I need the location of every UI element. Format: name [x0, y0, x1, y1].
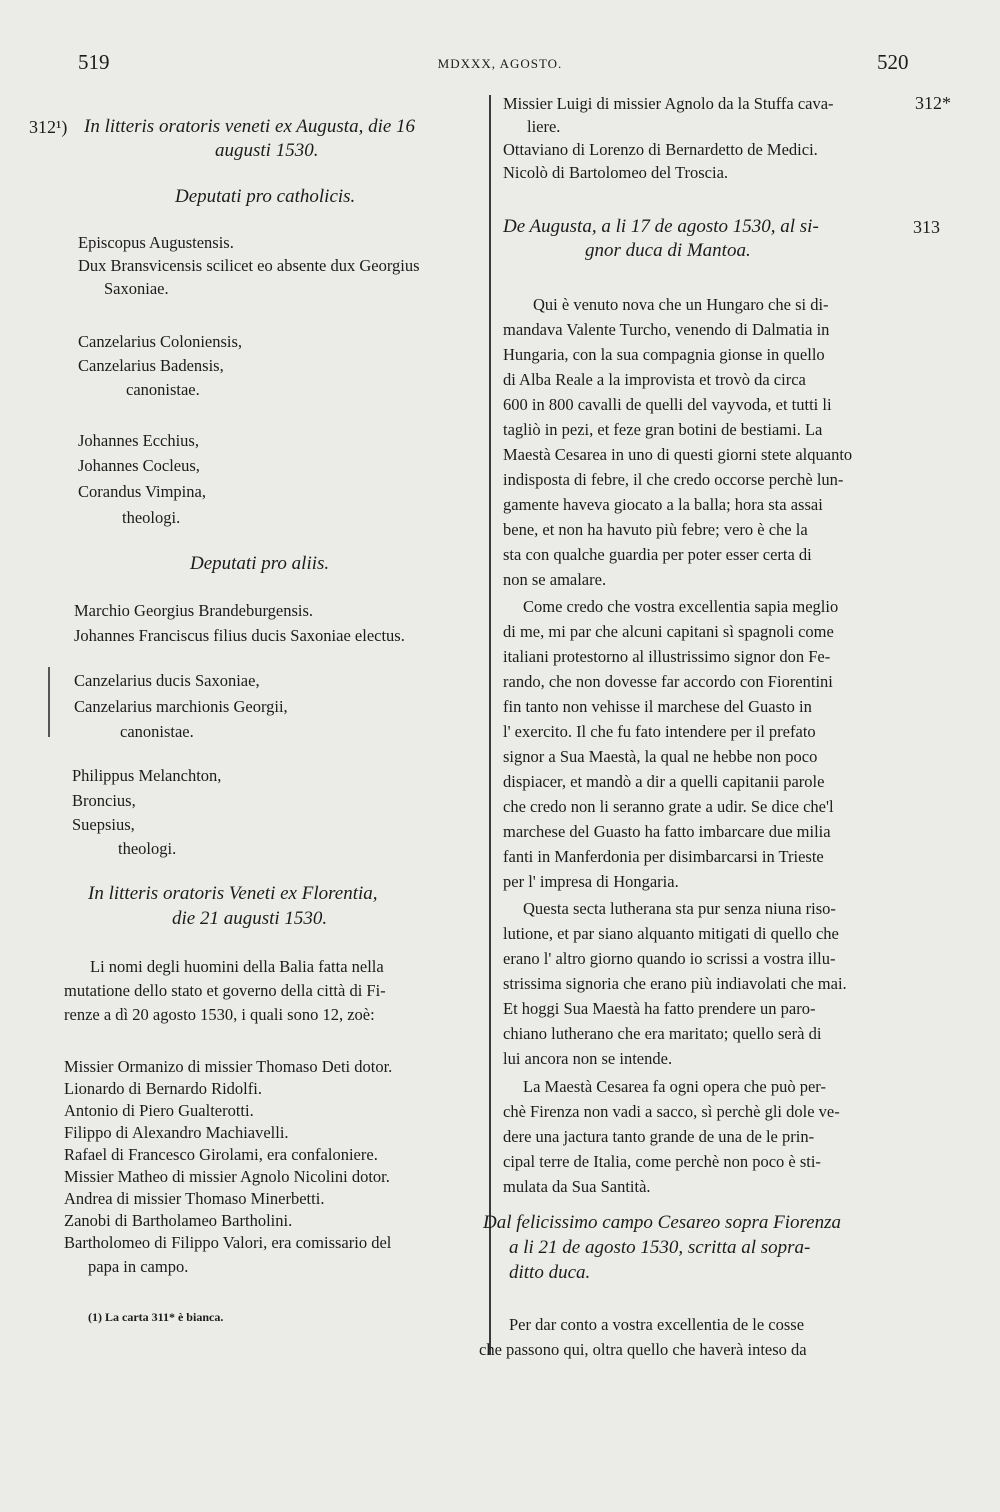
paragraph-line: Li nomi degli huomini della Balia fatta nella: [90, 957, 384, 976]
letter-heading: In litteris oratoris Veneti ex Florentia,: [88, 883, 378, 904]
paragraph-line: Per dar conto a vostra excellentia de le cosse: [509, 1315, 805, 1334]
letter-heading: De Augusta, a li 17 de agosto 1530, al si-: [503, 216, 819, 237]
paragraph-line: mutatione dello stato et governo della città di Fi-: [64, 981, 386, 1000]
margin-ref-right-2: 313: [913, 217, 940, 237]
paragraph-line: di me, mi par che alcuni capitani sì spagnoli come: [503, 622, 834, 641]
list-item: Dux Bransvicensis scilicet eo absente dux Georgius: [78, 256, 420, 275]
paragraph-line: Et hoggi Sua Maestà ha fatto prendere un paro-: [503, 999, 816, 1018]
list-item: Saxoniae.: [104, 279, 169, 298]
list-item: Johannes Franciscus filius ducis Saxoniae electus.: [74, 626, 405, 645]
list-item: Ottaviano di Lorenzo di Bernardetto de Medici.: [503, 140, 818, 159]
paragraph-line: non se amalare.: [503, 570, 607, 589]
letter-heading-date: die 21 augusti 1530.: [172, 908, 328, 929]
paragraph-line: Hungaria, con la sua compagnia gionse in quello: [503, 345, 825, 364]
list-item: Bartholomeo di Filippo Valori, era comissario del: [64, 1233, 392, 1252]
list-item: theologi.: [118, 839, 177, 858]
margin-ref-left: 312¹): [29, 117, 68, 137]
list-item: Suepsius,: [72, 815, 135, 834]
paragraph-line: dispiacer, et mandò a dir a quelli capitanii parole: [503, 772, 825, 791]
letter-heading: In litteris oratoris veneti ex Augusta, die 16: [84, 116, 416, 137]
paragraph-line: signor a Sua Maestà, la qual ne hebbe non poco: [503, 747, 818, 766]
list-item: Canzelarius Coloniensis,: [78, 332, 243, 351]
paragraph-line: Questa secta lutherana sta pur senza niuna riso-: [523, 899, 836, 918]
list-item: Philippus Melanchton,: [72, 766, 222, 785]
list-item: liere.: [527, 117, 561, 136]
paragraph-line: mandava Valente Turcho, venendo di Dalmatia in: [503, 320, 830, 339]
letter-heading-date: augusti 1530.: [215, 140, 319, 161]
page-number-right: 520: [877, 50, 909, 74]
list-item: Johannes Cocleus,: [78, 456, 200, 475]
list-item: Missier Ormanizo di missier Thomaso Deti dotor.: [64, 1057, 393, 1076]
letter-heading: a li 21 de agosto 1530, scritta al sopra-: [509, 1237, 811, 1258]
margin-bracket: [48, 667, 50, 737]
paragraph-line: l' exercito. Il che fu fato intendere per il prefato: [503, 722, 816, 741]
list-item: Marchio Georgius Brandeburgensis.: [74, 601, 314, 620]
paragraph-line: Qui è venuto nova che un Hungaro che si di-: [533, 295, 829, 314]
list-item: Nicolò di Bartolomeo del Troscia.: [503, 163, 729, 182]
paragraph-line: che passono qui, oltra quello che haverà inteso da: [479, 1340, 807, 1359]
paragraph-line: lui ancora non se intende.: [503, 1049, 673, 1068]
paragraph-line: dere una jactura tanto grande de una de le prin-: [503, 1127, 815, 1146]
list-item: Filippo di Alexandro Machiavelli.: [64, 1123, 289, 1142]
paragraph-line: bene, et non ha havuto più febre; vero è che la: [503, 520, 808, 539]
list-item: Johannes Ecchius,: [78, 431, 199, 450]
paragraph-line: erano l' altro giorno quando io scrissi a vostra illu-: [503, 949, 836, 968]
paragraph-line: cipal terre de Italia, come perchè non poco è sti-: [503, 1152, 821, 1171]
page-number-left: 519: [78, 50, 110, 74]
list-item: Canzelarius Badensis,: [78, 356, 224, 375]
list-item: Rafael di Francesco Girolami, era confaloniere.: [64, 1145, 378, 1164]
list-item: Episcopus Augustensis.: [78, 233, 234, 252]
letter-heading: ditto duca.: [509, 1262, 591, 1283]
letter-heading-date: gnor duca di Mantoa.: [585, 240, 751, 261]
paragraph-line: rando, che non dovesse far accordo con Fiorentini: [503, 672, 833, 691]
paragraph-line: sta con qualche guardia per poter esser certa di: [503, 545, 812, 564]
footnote: (1) La carta 311* è bianca.: [88, 1310, 224, 1324]
paragraph-line: italiani protestorno al illustrissimo signor don Fe-: [503, 647, 831, 666]
list-item: Broncius,: [72, 791, 136, 810]
list-item: Corandus Vimpina,: [78, 482, 206, 501]
subheading-catholici: Deputati pro catholicis.: [175, 186, 356, 207]
paragraph-line: 600 in 800 cavalli de quelli del vayvoda, et tutti li: [503, 395, 832, 414]
paragraph-line: renze a dì 20 agosto 1530, i quali sono 12, zoè:: [64, 1005, 375, 1024]
paragraph-line: lutione, et par siano alquanto mitigati di quello che: [503, 924, 839, 943]
paragraph-line: per l' impresa di Hongaria.: [503, 872, 679, 891]
paragraph-line: chè Firenza non vadi a sacco, sì perchè gli dole ve-: [503, 1102, 840, 1121]
paragraph-line: di Alba Reale a la improvista et trovò da circa: [503, 370, 806, 389]
paragraph-line: che credo non li seranno grate a udir. Se dice che'l: [503, 797, 834, 816]
paragraph-line: gamente haveva giocato a la balla; hora sta assai: [503, 495, 823, 514]
list-item: Canzelarius ducis Saxoniae,: [74, 671, 260, 690]
paragraph-line: Maestà Cesarea in uno di questi giorni stete alquanto: [503, 445, 853, 464]
list-item: Zanobi di Bartholameo Bartholini.: [64, 1211, 293, 1230]
list-item: Andrea di missier Thomaso Minerbetti.: [64, 1189, 325, 1208]
list-item: Canzelarius marchionis Georgii,: [74, 697, 288, 716]
paragraph-line: strissima signoria che erano più indiavolati che mai.: [503, 974, 847, 993]
paragraph-line: chiano lutherano che era maritato; quello serà di: [503, 1024, 822, 1043]
subheading-alii: Deputati pro aliis.: [190, 553, 330, 574]
list-item: canonistae.: [120, 722, 194, 741]
list-item: Antonio di Piero Gualterotti.: [64, 1101, 254, 1120]
paragraph-line: fin tanto non vehisse il marchese del Guasto in: [503, 697, 812, 716]
column-divider: [489, 95, 491, 1355]
paragraph-line: Come credo che vostra excellentia sapia meglio: [523, 597, 839, 616]
list-item: Missier Matheo di missier Agnolo Nicolini dotor.: [64, 1167, 390, 1186]
paragraph-line: La Maestà Cesarea fa ogni opera che può per-: [523, 1077, 826, 1096]
list-item: theologi.: [122, 508, 181, 527]
list-item: Lionardo di Bernardo Ridolfi.: [64, 1079, 262, 1098]
list-item: canonistae.: [126, 380, 200, 399]
paragraph-line: indisposta di febre, il che credo occorse perchè lun-: [503, 470, 844, 489]
list-item: papa in campo.: [88, 1257, 189, 1276]
letter-heading: Dal felicissimo campo Cesareo sopra Fiorenza: [483, 1212, 841, 1233]
running-head: MDXXX, AGOSTO.: [437, 56, 563, 71]
page-header: [0, 50, 1000, 80]
paragraph-line: tagliò in pezi, et feze gran botini de bestiami. La: [503, 420, 823, 439]
paragraph-line: marchese del Guasto ha fatto imbarcare due milia: [503, 822, 831, 841]
paragraph-line: mulata da Sua Santità.: [503, 1177, 651, 1196]
list-item: Missier Luigi di missier Agnolo da la Stuffa cava-: [503, 94, 834, 113]
paragraph-line: fanti in Manferdonia per disimbarcarsi in Trieste: [503, 847, 824, 866]
margin-ref-right-1: 312*: [915, 93, 951, 113]
